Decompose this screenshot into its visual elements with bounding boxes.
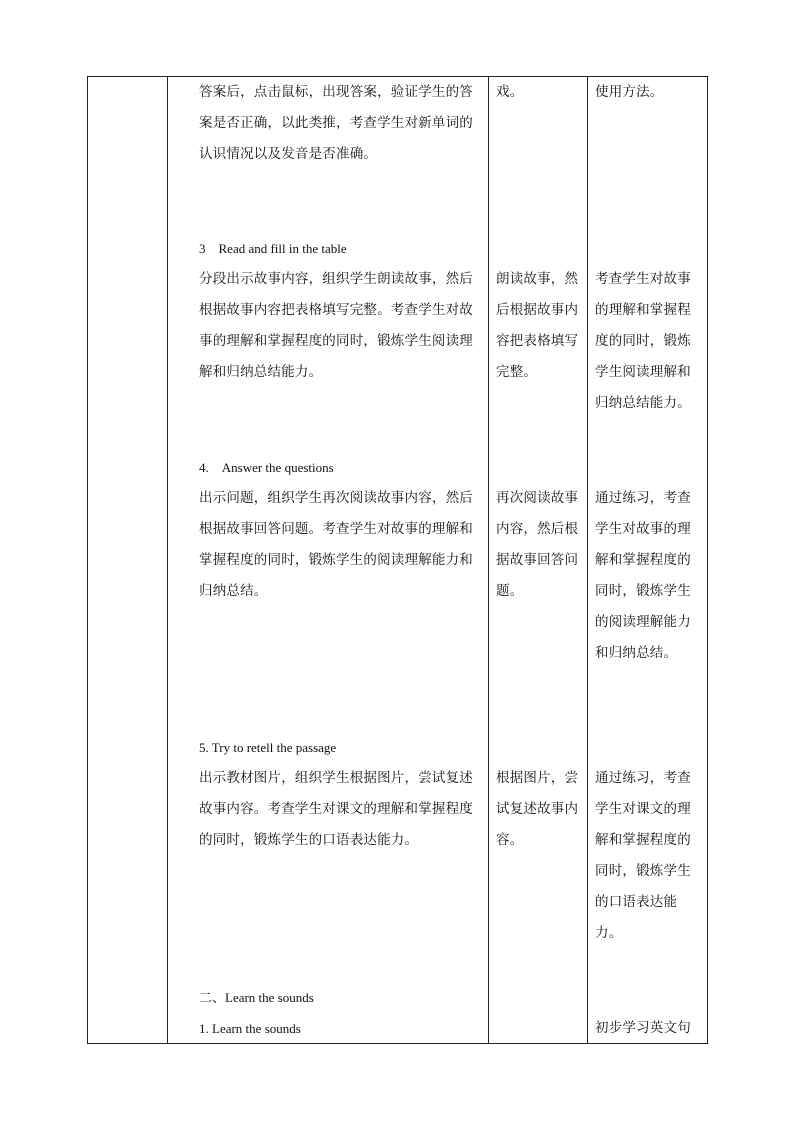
- purpose-intro-text: 使用方法。: [595, 84, 664, 100]
- stage-column-cell: [88, 77, 168, 1044]
- section2-subheading: 1. Learn the sounds: [199, 1021, 301, 1036]
- lesson-plan-table: [87, 76, 708, 1044]
- step5-text: 出示教材图片，组织学生根据图片，尝试复述故事内容。考查学生对课文的理解和掌握程度的同时，锻炼学生的口语表达能力。: [199, 770, 473, 848]
- student-activity-cell: [489, 77, 588, 1044]
- step4-heading: 4. Answer the questions: [199, 460, 334, 475]
- student-step3-text: 朗读故事，然后根据故事内容把表格填写完整。: [496, 271, 579, 380]
- purpose-step4-text: 通过练习，考查学生对故事的理解和掌握程度的同时，锻炼学生的阅读理解能力和归纳总结。: [595, 490, 691, 661]
- step3-text: 分段出示故事内容，组织学生朗读故事，然后根据故事内容把表格填写完整。考查学生对故事的理解和掌握程度的同时，锻炼学生阅读理解和归纳总结能力。: [199, 271, 473, 380]
- design-purpose-cell: [588, 77, 708, 1044]
- student-step4-text: 再次阅读故事内容，然后根据故事回答问题。: [496, 490, 579, 599]
- intro-activity-text: 答案后，点击鼠标，出现答案，验证学生的答案是否正确，以此类推，考查学生对新单词的认识情况以及发音是否准确。: [199, 84, 473, 162]
- purpose-step3-text: 考查学生对故事的理解和掌握程度的同时，锻炼学生阅读理解和归纳总结能力。: [595, 271, 691, 411]
- teacher-activity-cell: [168, 77, 489, 1044]
- step5-heading: 5. Try to retell the passage: [199, 740, 337, 755]
- purpose-step5-text: 通过练习，考查学生对课文的理解和掌握程度的同时，锻炼学生的口语表达能力。: [595, 770, 691, 941]
- purpose-section2-text: 初步学习英文句: [595, 1020, 691, 1036]
- student-step5-text: 根据图片，尝试复述故事内容。: [496, 770, 579, 848]
- student-intro-text: 戏。: [496, 84, 524, 100]
- section2-heading: 二、Learn the sounds: [199, 990, 314, 1005]
- table-row: [88, 77, 708, 1044]
- step3-heading: 3 Read and fill in the table: [199, 241, 347, 256]
- step4-text: 出示问题，组织学生再次阅读故事内容，然后根据故事回答问题。考查学生对故事的理解和掌握程度的同时，锻炼学生的阅读理解能力和归纳总结。: [199, 490, 473, 599]
